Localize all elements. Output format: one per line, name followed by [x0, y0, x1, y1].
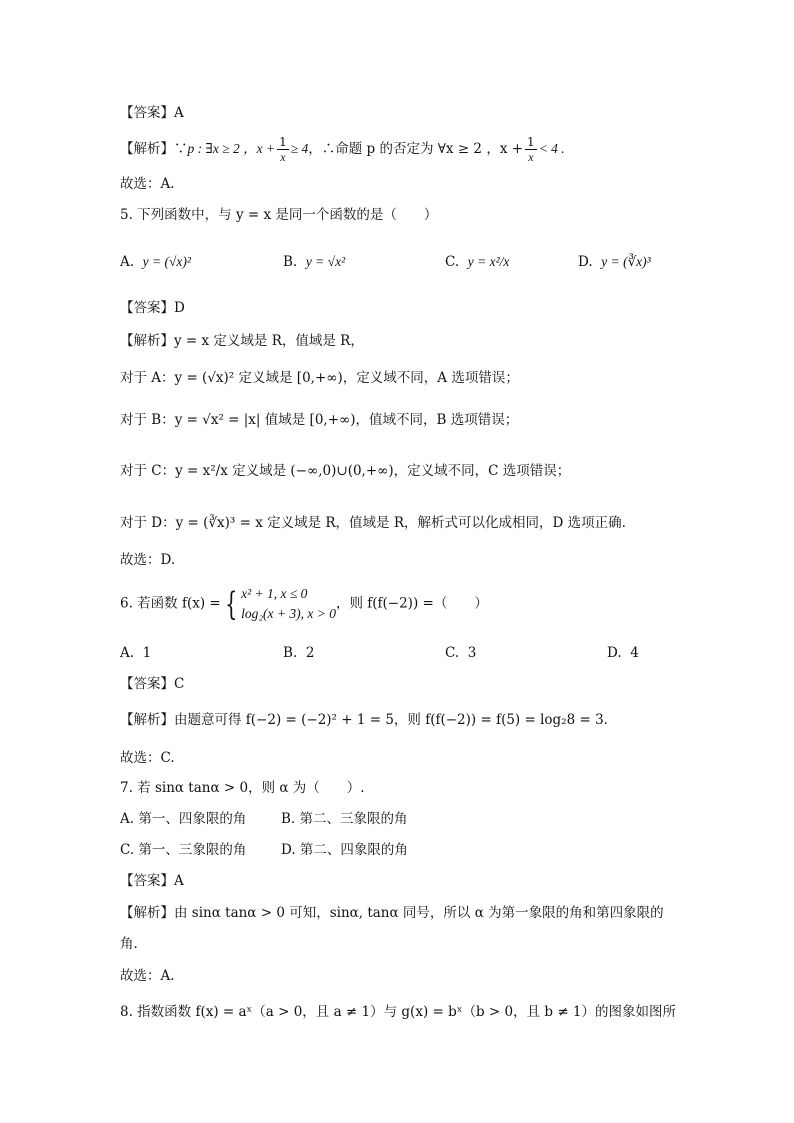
- q5-answer: 【答案】D: [120, 300, 185, 316]
- option-value: 4: [630, 645, 639, 661]
- q4-analysis: [120, 135, 565, 164]
- fraction-1-over-x: [277, 135, 289, 164]
- option-expr: y = (∛x)³: [601, 254, 651, 269]
- q4-choose: 故选：A.: [120, 176, 175, 192]
- option-value: 1: [142, 645, 152, 661]
- option-label: D.: [607, 645, 622, 661]
- option-label: B.: [283, 254, 298, 270]
- p-statement: p : ∃x ≥ 2 ，x +: [187, 141, 276, 156]
- q5-option-b: [283, 252, 345, 272]
- negation-end: < 4 .: [538, 141, 565, 156]
- q6-option-d: [607, 643, 639, 663]
- fraction-1-over-x-2: [525, 135, 537, 164]
- q7-answer: 【答案】A: [120, 873, 184, 889]
- negation-text: ，∴命题 p 的否定为 ∀x ≥ 2 ，x +: [308, 141, 524, 157]
- q6-option-a: [120, 643, 151, 663]
- q7-analysis-2: 角.: [120, 936, 138, 952]
- because-symbol: ∵: [174, 141, 188, 157]
- q7-option-d: D. 第二、四象限的角: [281, 842, 408, 858]
- option-label: A.: [120, 645, 135, 661]
- piecewise-function: [241, 584, 336, 624]
- q5-choose: 故选：D.: [120, 552, 176, 568]
- option-label: D.: [578, 254, 593, 270]
- q6-stem: [120, 584, 488, 624]
- q7-option-c: C. 第一、三象限的角: [120, 842, 247, 858]
- option-label: A.: [120, 254, 135, 270]
- option-expr: y = x²/x: [467, 254, 510, 269]
- q6-choose: 故选：C.: [120, 750, 175, 766]
- q7-option-b: B. 第二、三象限的角: [281, 811, 408, 827]
- option-expr: y = (√x)²: [142, 254, 191, 269]
- q6-stem-pre: 6. 若函数 f(x) =: [120, 595, 221, 612]
- option-expr: y = √x²: [305, 254, 346, 269]
- q5-option-c: [445, 252, 509, 272]
- option-value: 3: [467, 645, 477, 661]
- q4-answer: 【答案】A: [120, 105, 184, 121]
- q5-analysis: 【解析】y = x 定义域是 R，值域是 R，: [120, 333, 364, 349]
- frac-num: 1: [279, 135, 287, 149]
- q5-line-a: 对于 A：y = (√x)² 定义域是 [0,+∞)，定义域不同，A 选项错误；: [120, 370, 519, 386]
- q8-stem: 8. 指数函数 f(x) = aˣ（a > 0，且 a ≠ 1）与 g(x) = bˣ（b > 0，且 b ≠ 1）的图象如图所: [120, 1004, 677, 1020]
- q5-line-c: 对于 C：y = x²/x 定义域是 (−∞,0)∪(0,+∞)，定义域不同，C 选项错误；: [120, 463, 571, 479]
- q5-line-d: 对于 D：y = (∛x)³ = x 定义域是 R，值域是 R，解析式可以化成相同，D 选项正确.: [120, 515, 626, 531]
- q7-option-a: A. 第一、四象限的角: [120, 811, 247, 827]
- frac-num: 1: [527, 135, 535, 149]
- piece-1: x² + 1, x ≤ 0: [241, 586, 308, 601]
- option-label: C.: [445, 645, 460, 661]
- q5-line-b: 对于 B：y = √x² = |x| 值域是 [0,+∞)，值域不同，B 选项错误；: [120, 412, 519, 428]
- q5-stem: 5. 下列函数中，与 y = x 是同一个函数的是（ ）: [120, 207, 438, 223]
- option-value: 2: [305, 645, 315, 661]
- q5-option-d: [578, 252, 651, 272]
- q6-option-c: [445, 643, 476, 663]
- q6-option-b: [283, 643, 314, 663]
- p-statement-end: ≥ 4: [290, 141, 309, 156]
- q6-stem-post: ，则 f(f(−2)) =（ ）: [335, 595, 488, 612]
- left-brace: {: [224, 585, 238, 623]
- q6-analysis: 【解析】由题意可得 f(−2) = (−2)² + 1 = 5，则 f(f(−2)) = f(5) = log₂8 = 3.: [120, 712, 608, 728]
- piece-2: log₂(x + 3), x > 0: [241, 606, 336, 621]
- option-label: C.: [445, 254, 460, 270]
- q7-analysis-1: 【解析】由 sinα tanα > 0 可知，sinα, tanα 同号，所以 α 为第一象限的角和第四象限的: [120, 905, 664, 921]
- frac-den: x: [280, 150, 286, 164]
- q5-option-a: [120, 252, 191, 272]
- frac-den: x: [528, 150, 534, 164]
- option-label: B.: [283, 645, 298, 661]
- analysis-label: 【解析】: [120, 141, 174, 157]
- q7-choose: 故选：A.: [120, 968, 175, 984]
- q7-stem: 7. 若 sinα tanα > 0，则 α 为（ ）.: [120, 780, 365, 796]
- q6-answer: 【答案】C: [120, 676, 185, 692]
